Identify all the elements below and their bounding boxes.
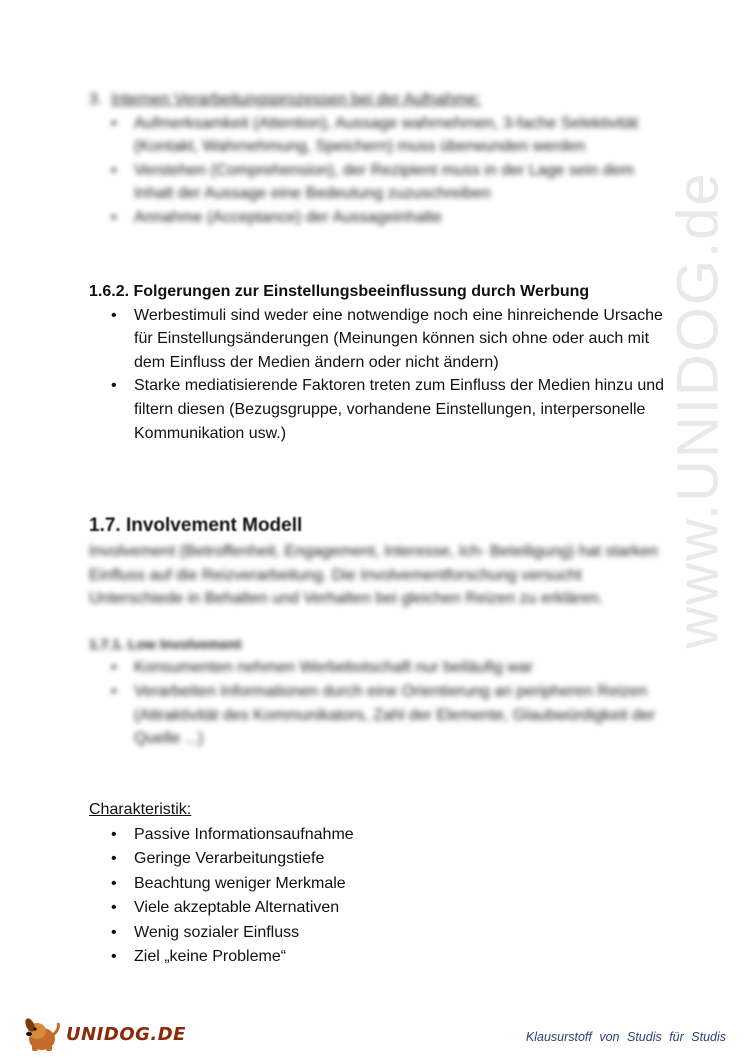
list-item: • Wenig sozialer Einfluss xyxy=(89,921,669,946)
list-item: • Werbestimuli sind weder eine notwendige noch eine hinreichende Ursache für Einstellungsänderungen (Meinungen können sich ohne oder auch mit dem Einfluss der Medien ändern oder nicht ändern) xyxy=(89,304,669,375)
unidog-logo xyxy=(22,1014,186,1054)
section-heading: 1.6.2. Folgerungen zur Einstellungsbeeinflussung durch Werbung xyxy=(89,283,590,300)
bullet-list xyxy=(89,656,669,750)
list-item: • Annahme (Acceptance) der Aussageinhalte xyxy=(89,206,669,230)
watermark: www.UNIDOG.de xyxy=(665,171,731,649)
blurred-top-section xyxy=(89,88,669,230)
section-heading: 1.7. Involvement Modell xyxy=(89,515,303,536)
bullet-list xyxy=(89,112,669,230)
list-item: • Aufmerksamkeit (Attention), Aussage wahrnehmen, 3-fache Selektivität (Kontakt, Wahrnehmung, Speichern) muss überwunden werden xyxy=(89,112,669,159)
dog-icon xyxy=(22,1015,62,1053)
charakteristik-section xyxy=(89,798,669,970)
blurred-involvement-section xyxy=(89,540,669,751)
list-item: • Starke mediatisierende Faktoren treten zum Einfluss der Medien hinzu und filtern diesen (Bezugsgruppe, vorhandene Einstellungen, interpersonelle Kommunikation usw.) xyxy=(89,374,669,445)
bullet-list xyxy=(89,823,669,970)
list-item: • Beachtung weniger Merkmale xyxy=(89,872,669,897)
list-item: • Konsumenten nehmen Werbebotschaft nur beiläufig war xyxy=(89,656,669,680)
bullet-list xyxy=(89,304,669,446)
section-heading: Charakteristik: xyxy=(89,801,192,818)
heading-text: Internen Verarbeitungsprozessen bei der Aufnahme: xyxy=(111,91,482,108)
list-item: • Geringe Verarbeitungstiefe xyxy=(89,847,669,872)
list-item: • Ziel „keine Probleme“ xyxy=(89,945,669,970)
heading-number: 3. xyxy=(89,91,103,108)
list-item: • Verarbeiten Informationen durch eine Orientierung an peripheren Reizen (Attraktivität des Kommunikators, Zahl der Elemente, Glaubwürdigkeit der Quelle ...) xyxy=(89,680,669,751)
list-item: • Verstehen (Comprehension), der Rezipient muss in der Lage sein dem Inhalt der Aussage eine Bedeutung zuzuschreiben xyxy=(89,159,669,206)
paragraph: Involvement (Betroffenheit, Engagement, Interesse, Ich- Beteiligung) hat starken Einfluss auf die Reizverarbeitung. Die Involvementforschung versucht Unterschiede in Behalten und Verhalten bei gleichen Reizen zu erklären. xyxy=(89,543,658,608)
list-item: • Passive Informationsaufnahme xyxy=(89,823,669,848)
list-item: • Viele akzeptable Alternativen xyxy=(89,896,669,921)
logo-text: UNIDOG.DE xyxy=(66,1023,186,1045)
section-1-7 xyxy=(89,514,669,538)
section-1-6-2 xyxy=(89,280,669,445)
footer-tagline: Klausurstoff von Studis für Studis xyxy=(525,1030,726,1044)
sub-heading: 1.7.1. Low Involvement xyxy=(89,635,242,652)
numbered-heading xyxy=(89,88,669,112)
